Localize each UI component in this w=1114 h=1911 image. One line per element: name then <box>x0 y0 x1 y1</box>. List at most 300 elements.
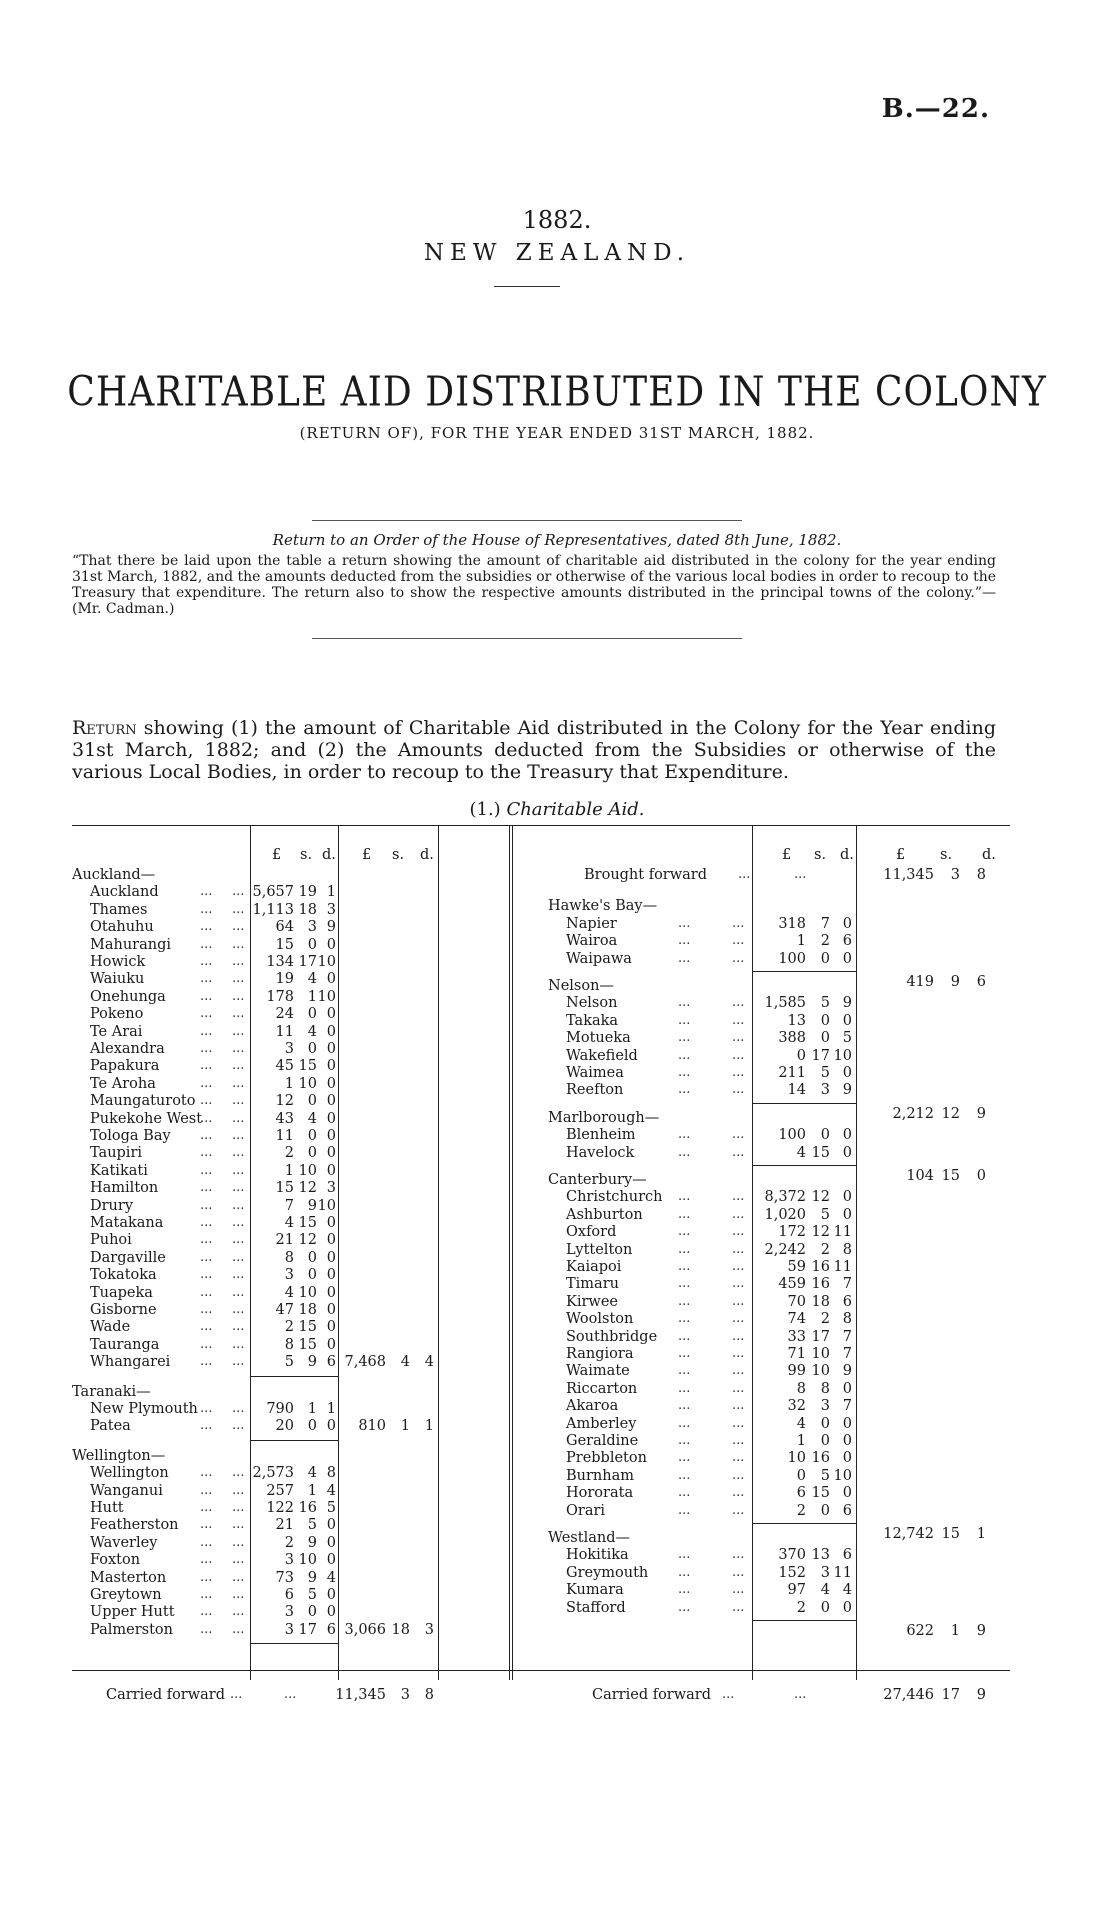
leader-dots: ... <box>678 1450 691 1466</box>
town-pence: 6 <box>326 1354 336 1371</box>
town-pence: 9 <box>842 1082 852 1099</box>
town-shillings: 0 <box>307 1145 317 1162</box>
leader-dots: ... <box>678 933 691 949</box>
town-name: Tuapeka <box>90 1284 153 1301</box>
town-name: Auckland <box>90 884 159 901</box>
town-shillings: 9 <box>307 1197 317 1214</box>
leader-dots: ... <box>200 1023 213 1039</box>
town-name: Wakefield <box>566 1047 638 1064</box>
leader-dots: ... <box>678 1030 691 1046</box>
town-pence: 0 <box>842 1415 852 1432</box>
town-pounds: 7 <box>284 1197 294 1214</box>
town-name: Timaru <box>566 1276 619 1293</box>
town-pence: 0 <box>326 1267 336 1284</box>
town-shillings: 0 <box>820 1599 830 1616</box>
town-name: Riccarton <box>566 1380 638 1397</box>
leader-dots: ... <box>732 915 745 931</box>
leader-dots: ... <box>232 1180 245 1196</box>
right-tot-d-header: d. <box>982 847 996 863</box>
town-shillings: 17 <box>811 1328 830 1345</box>
town-pence: 5 <box>326 1500 336 1516</box>
group-heading: Hawke's Bay— <box>548 898 658 915</box>
town-shillings: 0 <box>307 1418 317 1435</box>
country-heading: NEW ZEALAND. <box>423 240 691 266</box>
leader-dots: ... <box>232 1482 245 1498</box>
page-subtitle: (RETURN OF), FOR THE YEAR ENDED 31ST MARCH, 1882. <box>299 424 815 442</box>
town-name: Reefton <box>566 1082 624 1099</box>
town-pence: 6 <box>842 933 852 950</box>
town-name: Wellington <box>90 1465 169 1482</box>
town-shillings: 5 <box>820 1065 830 1081</box>
town-name: Whangarei <box>90 1354 171 1371</box>
town-pounds: 1 <box>796 1433 806 1449</box>
town-pence: 0 <box>326 1284 336 1301</box>
town-name: Pokeno <box>90 1006 144 1023</box>
town-name: Maungaturoto <box>90 1093 196 1110</box>
town-pence: 0 <box>842 1450 852 1467</box>
town-name: Alexandra <box>90 1041 165 1057</box>
col-sep <box>509 825 510 1680</box>
town-name: Upper Hutt <box>90 1604 175 1621</box>
leader-dots: ... <box>200 919 213 935</box>
town-shillings: 0 <box>307 1267 317 1284</box>
leader-dots: ... <box>732 1502 745 1518</box>
leader-dots: ... <box>678 1047 691 1063</box>
town-pounds: 2,242 <box>764 1241 806 1258</box>
leader-dots: ... <box>678 1276 691 1292</box>
town-shillings: 16 <box>811 1259 830 1275</box>
town-shillings: 2 <box>820 933 830 950</box>
town-pence: 9 <box>326 919 336 936</box>
group-total-pence: 4 <box>424 1354 434 1371</box>
right-sub-s-header: s. <box>814 847 827 863</box>
leader-dots: ... <box>678 915 691 931</box>
town-pounds: 3 <box>284 1621 294 1638</box>
town-name: Te Arai <box>90 1023 143 1040</box>
leader-dots: ... <box>732 1241 745 1257</box>
col-sep <box>856 825 857 1680</box>
town-shillings: 12 <box>298 1180 317 1197</box>
town-name: Takaka <box>566 1012 619 1029</box>
group-total-pence: 1 <box>424 1418 434 1435</box>
town-name: Howick <box>90 954 146 970</box>
town-pence: 10 <box>317 988 336 1005</box>
town-name: Waimea <box>566 1065 624 1081</box>
leader-dots: ... <box>678 1328 691 1344</box>
town-pounds: 1,113 <box>252 901 294 918</box>
subtotal-rule <box>752 1103 856 1104</box>
leader-dots: ... <box>232 1500 245 1515</box>
town-pence: 0 <box>842 1599 852 1616</box>
town-pence: 0 <box>326 1041 336 1057</box>
town-pounds: 21 <box>275 1517 294 1534</box>
town-name: Taupiri <box>90 1145 143 1162</box>
town-name: Hororata <box>566 1485 634 1502</box>
leader-dots: ... <box>232 1197 245 1213</box>
town-name: Stafford <box>566 1599 626 1616</box>
leader-dots: ... <box>732 1189 745 1205</box>
leader-dots: ... <box>200 1249 213 1265</box>
group-total-pence: 1 <box>976 1526 986 1542</box>
leader-dots: ... <box>232 1058 245 1074</box>
leader-dots: ... <box>678 1311 691 1327</box>
town-shillings: 10 <box>298 1284 317 1301</box>
leader-dots: ... <box>732 1065 745 1080</box>
town-shillings: 4 <box>820 1582 830 1599</box>
subtotal-rule <box>250 1643 338 1644</box>
carried-forward-label: Carried forward <box>106 1687 226 1703</box>
town-shillings: 10 <box>811 1346 830 1362</box>
subtotal-rule <box>752 1523 856 1524</box>
document-year: 1882. <box>522 206 592 234</box>
col-sep <box>512 825 513 1680</box>
town-shillings: 5 <box>307 1517 317 1534</box>
town-pounds: 370 <box>778 1547 806 1564</box>
town-pence: 0 <box>326 1006 336 1023</box>
town-name: Hokitika <box>566 1547 629 1564</box>
town-shillings: 3 <box>307 919 317 936</box>
group-total-pence: 3 <box>424 1621 434 1638</box>
town-name: Waiuku <box>90 971 145 988</box>
leader-dots: ... <box>200 1093 213 1109</box>
left-sub-pound-header: £ <box>272 847 282 863</box>
town-name: Nelson <box>566 995 618 1012</box>
town-pounds: 4 <box>284 1284 294 1301</box>
town-pence: 0 <box>326 1023 336 1040</box>
leader-dots: ... <box>678 1206 691 1222</box>
town-shillings: 15 <box>298 1058 317 1075</box>
town-name: Southbridge <box>566 1328 658 1345</box>
leader-dots: ... <box>200 1302 213 1317</box>
town-shillings: 8 <box>820 1380 830 1397</box>
town-name: Foxton <box>90 1552 141 1569</box>
town-name: Thames <box>90 901 148 918</box>
subtotal-rule <box>752 971 856 972</box>
town-pence: 0 <box>326 1534 336 1551</box>
town-shillings: 10 <box>298 1552 317 1569</box>
leader-dots: ... <box>200 1534 213 1550</box>
group-total-pence: 0 <box>976 1168 986 1184</box>
group-heading: Auckland— <box>72 867 156 883</box>
leader-dots: ... <box>678 1241 691 1257</box>
charitable-aid-table <box>72 825 1010 1703</box>
town-pounds: 211 <box>778 1065 806 1081</box>
leader-dots: ... <box>732 1380 745 1396</box>
town-pence: 3 <box>326 1180 336 1197</box>
leader-dots: ... <box>200 1401 213 1416</box>
town-pence: 0 <box>326 1232 336 1249</box>
town-name: Onehunga <box>90 988 166 1005</box>
group-total-shillings: 1 <box>400 1418 410 1435</box>
town-name: Greytown <box>90 1587 162 1603</box>
town-name: Amberley <box>566 1415 637 1432</box>
leader-dots: ... <box>738 867 751 882</box>
leader-dots: ... <box>200 936 213 952</box>
town-pounds: 59 <box>787 1259 806 1275</box>
leader-dots: ... <box>200 1145 213 1161</box>
town-pounds: 12 <box>275 1093 294 1110</box>
group-total-pounds: 12,742 <box>883 1526 934 1542</box>
town-pounds: 15 <box>275 1180 294 1197</box>
leader-dots: ... <box>678 1127 691 1143</box>
leader-dots: ... <box>732 1599 745 1615</box>
town-name: Kaiapoi <box>566 1259 622 1275</box>
leader-dots: ... <box>232 1110 245 1126</box>
town-shillings: 15 <box>811 1485 830 1502</box>
town-name: Wairoa <box>566 933 618 950</box>
town-shillings: 3 <box>820 1398 830 1415</box>
group-total-shillings: 9 <box>950 974 960 990</box>
leader-dots: ... <box>678 1415 691 1431</box>
town-shillings: 0 <box>307 1249 317 1266</box>
leader-dots: ... <box>200 1058 213 1074</box>
town-name: Waverley <box>90 1534 158 1551</box>
group-total-shillings: 4 <box>400 1354 410 1371</box>
town-shillings: 0 <box>307 936 317 953</box>
leader-dots: ... <box>232 936 245 952</box>
leader-dots: ... <box>200 1517 213 1533</box>
leader-dots: ... <box>232 1232 245 1248</box>
town-shillings: 18 <box>298 1302 317 1318</box>
town-pence: 0 <box>842 915 852 932</box>
town-name: Wade <box>90 1319 131 1336</box>
leader-dots: ... <box>232 1354 245 1370</box>
town-pence: 10 <box>317 1197 336 1214</box>
town-name: Hutt <box>90 1500 124 1516</box>
town-pounds: 178 <box>266 988 294 1005</box>
leader-dots: ... <box>678 1065 691 1080</box>
town-shillings: 15 <box>298 1319 317 1336</box>
town-shillings: 0 <box>307 1041 317 1057</box>
town-name: Otahuhu <box>90 919 154 936</box>
group-total-pounds: 7,468 <box>344 1354 386 1371</box>
town-pounds: 45 <box>275 1058 294 1075</box>
town-pence: 6 <box>842 1502 852 1519</box>
town-name: Mahurangi <box>90 936 172 953</box>
town-pounds: 0 <box>796 1047 806 1064</box>
leader-dots: ... <box>732 1276 745 1292</box>
town-pounds: 4 <box>284 1215 294 1231</box>
return-description <box>72 717 996 783</box>
carried-total-shillings: 3 <box>400 1687 410 1703</box>
town-shillings: 0 <box>307 1006 317 1023</box>
town-shillings: 0 <box>820 1030 830 1047</box>
town-pounds: 4 <box>796 1144 806 1161</box>
subtotal-rule <box>250 1440 338 1441</box>
leader-dots: ... <box>200 1336 213 1352</box>
town-pounds: 2 <box>284 1145 294 1162</box>
leader-dots: ... <box>232 1418 245 1434</box>
leader-dots: ... <box>232 1006 245 1022</box>
subtotal-rule <box>752 1165 856 1166</box>
town-pounds: 1 <box>796 933 806 950</box>
town-pounds: 1 <box>284 1075 294 1092</box>
town-name: New Plymouth <box>90 1401 198 1417</box>
leader-dots: ... <box>732 950 745 966</box>
right-sub-d-header: d. <box>840 847 854 863</box>
town-name: Havelock <box>566 1144 635 1161</box>
town-shillings: 15 <box>811 1144 830 1161</box>
leader-dots: ... <box>200 988 213 1004</box>
town-name: Prebbleton <box>566 1450 647 1467</box>
brought-forward-label: Brought forward <box>584 867 708 883</box>
town-name: Woolston <box>566 1311 634 1328</box>
town-pence: 5 <box>842 1030 852 1047</box>
leader-dots: ... <box>232 919 245 935</box>
town-pence: 0 <box>326 1093 336 1110</box>
leader-dots: ... <box>732 995 745 1011</box>
leader-dots: ... <box>732 1012 745 1028</box>
leader-dots: ... <box>732 1082 745 1098</box>
leader-dots: ... <box>732 1224 745 1240</box>
town-pence: 0 <box>326 1587 336 1603</box>
town-shillings: 0 <box>307 1093 317 1110</box>
town-pence: 8 <box>842 1241 852 1258</box>
leader-dots: ... <box>678 1189 691 1205</box>
town-pence: 4 <box>326 1482 336 1499</box>
town-shillings: 0 <box>820 1415 830 1432</box>
leader-dots: ... <box>232 1023 245 1039</box>
town-shillings: 0 <box>820 1127 830 1144</box>
town-pounds: 74 <box>787 1311 806 1328</box>
leader-dots: ... <box>200 971 213 987</box>
subtotal-rule <box>752 1620 856 1621</box>
town-shillings: 1 <box>307 1401 317 1417</box>
leader-dots: ... <box>200 1354 213 1370</box>
town-name: Dargaville <box>90 1249 166 1266</box>
town-shillings: 4 <box>307 971 317 988</box>
return-lead: Return <box>72 717 137 739</box>
leader-dots: ... <box>232 1249 245 1265</box>
town-pence: 4 <box>842 1582 852 1599</box>
town-name: Akaroa <box>566 1398 619 1415</box>
town-pence: 0 <box>326 971 336 988</box>
town-name: Waipawa <box>566 950 632 967</box>
town-pounds: 459 <box>778 1276 806 1293</box>
col-sep <box>250 825 251 1680</box>
town-pence: 0 <box>326 1215 336 1231</box>
town-name: Gisborne <box>90 1302 157 1318</box>
town-pence: 11 <box>833 1564 852 1581</box>
town-pounds: 97 <box>787 1582 806 1599</box>
town-pence: 6 <box>326 1621 336 1638</box>
leader-dots: ... <box>232 1145 245 1161</box>
town-pence: 0 <box>326 1517 336 1534</box>
leader-dots: ... <box>794 1687 807 1702</box>
leader-dots: ... <box>232 1162 245 1178</box>
town-pounds: 1 <box>284 1162 294 1179</box>
town-pence: 0 <box>326 1302 336 1318</box>
leader-dots: ... <box>678 1293 691 1309</box>
town-pounds: 8 <box>796 1380 806 1397</box>
group-heading: Taranaki— <box>72 1383 151 1400</box>
group-total-shillings: 15 <box>941 1526 960 1542</box>
town-name: Puhoi <box>90 1232 132 1249</box>
leader-dots: ... <box>678 1582 691 1598</box>
leader-dots: ... <box>678 1144 691 1160</box>
town-pence: 0 <box>326 1319 336 1336</box>
town-pounds: 3 <box>284 1267 294 1284</box>
town-pounds: 3 <box>284 1604 294 1621</box>
town-pence: 0 <box>326 1162 336 1179</box>
town-pounds: 388 <box>778 1030 806 1047</box>
leader-dots: ... <box>678 1502 691 1518</box>
leader-dots: ... <box>200 1110 213 1126</box>
group-total-pounds: 2,212 <box>892 1105 934 1122</box>
town-pounds: 8 <box>284 1336 294 1353</box>
leader-dots: ... <box>200 1319 213 1335</box>
col-sep <box>752 825 753 1680</box>
town-pounds: 790 <box>266 1401 294 1417</box>
table-bottom-rule <box>72 1670 1010 1671</box>
town-pounds: 3 <box>284 1041 294 1057</box>
divider <box>494 286 560 287</box>
town-pence: 7 <box>842 1328 852 1345</box>
leader-dots: ... <box>200 1465 213 1481</box>
group-total-shillings: 1 <box>950 1623 960 1639</box>
leader-dots: ... <box>678 1224 691 1240</box>
section-heading <box>0 799 1114 820</box>
town-pounds: 47 <box>275 1302 294 1318</box>
leader-dots: ... <box>732 1485 745 1501</box>
left-tot-pound-header: £ <box>362 847 372 863</box>
leader-dots: ... <box>678 1082 691 1098</box>
town-pounds: 24 <box>275 1006 294 1023</box>
town-shillings: 2 <box>820 1311 830 1328</box>
town-shillings: 5 <box>820 1467 830 1484</box>
town-name: Kumara <box>566 1582 624 1599</box>
town-pounds: 1,020 <box>764 1206 806 1223</box>
town-pounds: 99 <box>787 1363 806 1380</box>
leader-dots: ... <box>200 1006 213 1022</box>
town-name: Te Aroha <box>90 1075 156 1092</box>
leader-dots: ... <box>232 1075 245 1091</box>
town-pence: 1 <box>326 1401 336 1417</box>
leader-dots: ... <box>678 1259 691 1274</box>
town-pence: 0 <box>842 1189 852 1206</box>
town-pounds: 2 <box>284 1534 294 1551</box>
town-shillings: 17 <box>298 1621 317 1638</box>
group-total-shillings: 12 <box>941 1105 960 1122</box>
subtotal-rule <box>250 1376 338 1377</box>
town-pounds: 70 <box>787 1293 806 1310</box>
town-pounds: 2 <box>796 1502 806 1519</box>
col-sep <box>438 825 439 1680</box>
town-shillings: 5 <box>820 995 830 1012</box>
leader-dots: ... <box>732 1328 745 1344</box>
town-pounds: 172 <box>778 1224 806 1241</box>
town-shillings: 0 <box>307 1128 317 1144</box>
leader-dots: ... <box>678 1398 691 1414</box>
town-pence: 0 <box>842 1380 852 1397</box>
leader-dots: ... <box>678 1485 691 1501</box>
leader-dots: ... <box>200 1552 213 1568</box>
group-heading: Wellington— <box>72 1447 166 1464</box>
town-name: Masterton <box>90 1569 167 1586</box>
town-pounds: 13 <box>787 1012 806 1029</box>
town-pence: 10 <box>833 1467 852 1484</box>
town-pounds: 33 <box>787 1328 806 1345</box>
group-total-pounds: 3,066 <box>344 1621 386 1638</box>
town-pounds: 8,372 <box>764 1189 806 1206</box>
town-shillings: 9 <box>307 1534 317 1551</box>
town-pounds: 122 <box>266 1500 294 1516</box>
town-pence: 8 <box>326 1465 336 1482</box>
group-total-pence: 9 <box>976 1105 986 1122</box>
leader-dots: ... <box>200 1604 213 1620</box>
return-body: showing (1) the amount of Charitable Aid distributed in the Colony for the Year ending 31st March, 1882; and (2) the Amounts deducted from the Subsidies or otherwise of the various Local Bodies, in order to recoup to the Treasury that Expenditure. <box>72 717 996 783</box>
town-name: Greymouth <box>566 1564 649 1581</box>
